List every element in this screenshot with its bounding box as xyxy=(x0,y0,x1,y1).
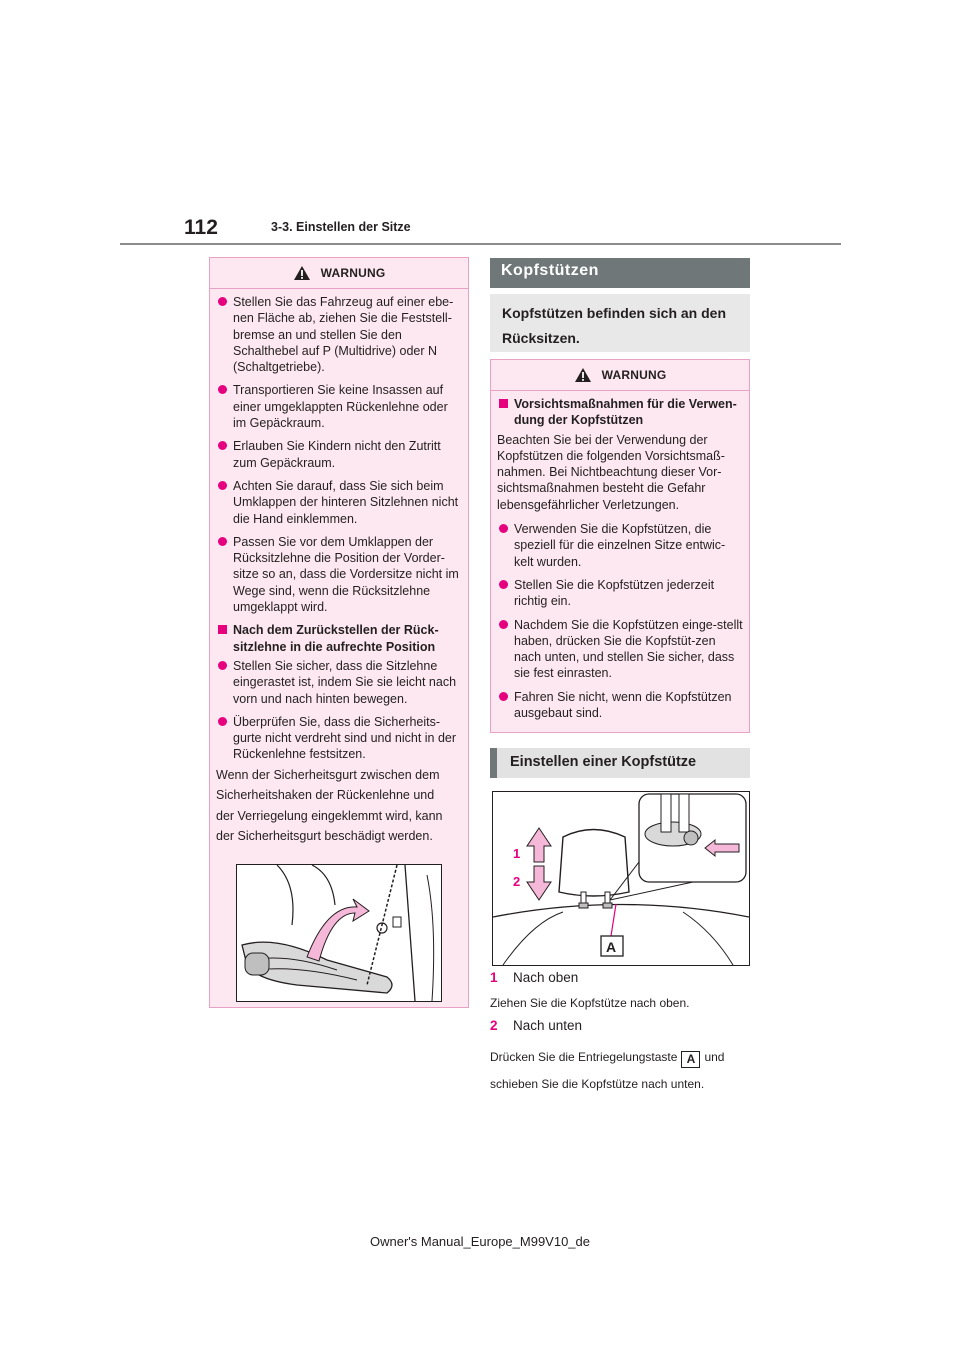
warning-bullet: Stellen Sie die Kopfstützen jederzeit richtig ein. xyxy=(497,577,743,610)
kopfstuetzen-intro xyxy=(490,294,750,352)
warning-bullet: Verwenden Sie die Kopfstützen, die speziell für die einzelnen Sitze entwic-kelt wurden. xyxy=(497,521,743,570)
seat-folding-drawing xyxy=(237,865,441,1001)
section-title: 3-3. Einstellen der Sitze xyxy=(271,220,411,234)
step-2-text-line2: schieben Sie die Kopfstütze nach unten. xyxy=(490,1077,705,1091)
headrest-illustration xyxy=(492,791,750,966)
warning-bullet: Transportieren Sie keine Insassen auf einer umgeklappten Rückenlehne oder im Gepäckraum. xyxy=(216,382,462,431)
warning-note-line: Wenn der Sicherheitsgurt zwischen dem xyxy=(216,767,440,782)
header-divider xyxy=(120,243,841,245)
warning-intro: Beachten Sie bei der Verwendung der Kopfstützen die folgenden Vorsichtsmaß-nahmen. Bei Nichtbeachtung dieser Vor-sichtsmaßnahmen besteht die Gefahr lebensgefährlicher Verletzungen. xyxy=(497,432,725,512)
footer-text: Owner's Manual_Europe_M99V10_de xyxy=(369,1234,590,1249)
headrest-drawing xyxy=(493,792,749,965)
warning-triangle-icon xyxy=(574,367,592,383)
warning-header xyxy=(491,360,749,391)
warning-bullet: Erlauben Sie Kindern nicht den Zutritt zum Gepäckraum. xyxy=(216,438,462,471)
step-2-text-before: Drücken Sie die Entriegelungstaste xyxy=(490,1050,678,1064)
warning-box-right xyxy=(490,359,750,733)
section-heading-einstellen: Einstellen einer Kopfstütze xyxy=(490,748,750,778)
step-2-text-after: und xyxy=(704,1050,725,1064)
step-2 xyxy=(490,1018,582,1033)
section-heading-kopfstuetzen: Kopfstützen xyxy=(490,258,750,288)
warning-title: WARNUNG xyxy=(320,266,386,280)
warning-bullet: Stellen Sie sicher, dass die Sitzlehne eingerastet ist, indem Sie sie leicht nach vorn und nach hinten bewegen. xyxy=(216,658,462,707)
warning-bullet: Fahren Sie nicht, wenn die Kopfstützen ausgebaut sind. xyxy=(497,689,743,722)
warning-bullet: Nachdem Sie die Kopfstützen einge-stellt haben, drücken Sie die Kopfstüt-zen nach unten, und stellen Sie sicher, dass sie fest einrasten. xyxy=(497,617,743,682)
page-number: 112 xyxy=(184,216,218,239)
step-2-label: Nach unten xyxy=(513,1018,583,1033)
intro-line: Kopfstützen befinden sich an den xyxy=(502,305,727,321)
illus-label-1: 1 xyxy=(513,846,521,861)
step-2-text xyxy=(490,1050,724,1068)
illus-label-a: A xyxy=(606,939,617,955)
warning-bullet: Achten Sie darauf, dass Sie sich beim Umklappen der hinteren Sitzlehnen nicht die Hand einklemmen. xyxy=(216,478,462,527)
warning-bullet: Stellen Sie das Fahrzeug auf einer ebe-nen Fläche ab, ziehen Sie die Feststell-bremse an und stellen Sie den Schalthebel auf P (Multidrive) oder N (Schaltgetriebe). xyxy=(216,294,462,375)
illus-label-2: 2 xyxy=(513,874,521,889)
warning-subheading: Vorsichtsmaßnahmen für die Verwen-dung der Kopfstützen xyxy=(497,396,743,429)
warning-subheading: Nach dem Zurückstellen der Rück-sitzlehne in die aufrechte Position xyxy=(216,622,462,655)
step-1-number: 1 xyxy=(490,970,498,985)
step-2-number: 2 xyxy=(490,1018,498,1033)
step-1-text: Ziehen Sie die Kopfstütze nach oben. xyxy=(490,996,690,1010)
seat-folding-illustration xyxy=(236,864,442,1002)
release-button-badge: A xyxy=(681,1051,700,1068)
warning-title: WARNUNG xyxy=(601,368,667,382)
warning-triangle-icon xyxy=(293,265,311,281)
step-1-label: Nach oben xyxy=(513,970,579,985)
warning-note-line: Sicherheitshaken der Rückenlehne und xyxy=(216,788,435,803)
warning-note-line: der Verriegelung eingeklemmt wird, kann xyxy=(216,808,443,823)
intro-line: Rücksitzen. xyxy=(502,330,580,346)
warning-header xyxy=(210,258,468,289)
step-1 xyxy=(490,970,578,985)
warning-note-line: der Sicherheitsgurt beschädigt werden. xyxy=(216,829,433,844)
warning-bullet: Überprüfen Sie, dass die Sicherheits-gurte nicht verdreht sind und nicht in der Rückenlehne festsitzen. xyxy=(216,714,462,763)
warning-bullet: Passen Sie vor dem Umklappen der Rücksitzlehne die Position der Vorder-sitze so an, dass die Vordersitze nicht im Wege sind, wenn die Rücksitzlehne umgeklappt wird. xyxy=(216,534,462,615)
